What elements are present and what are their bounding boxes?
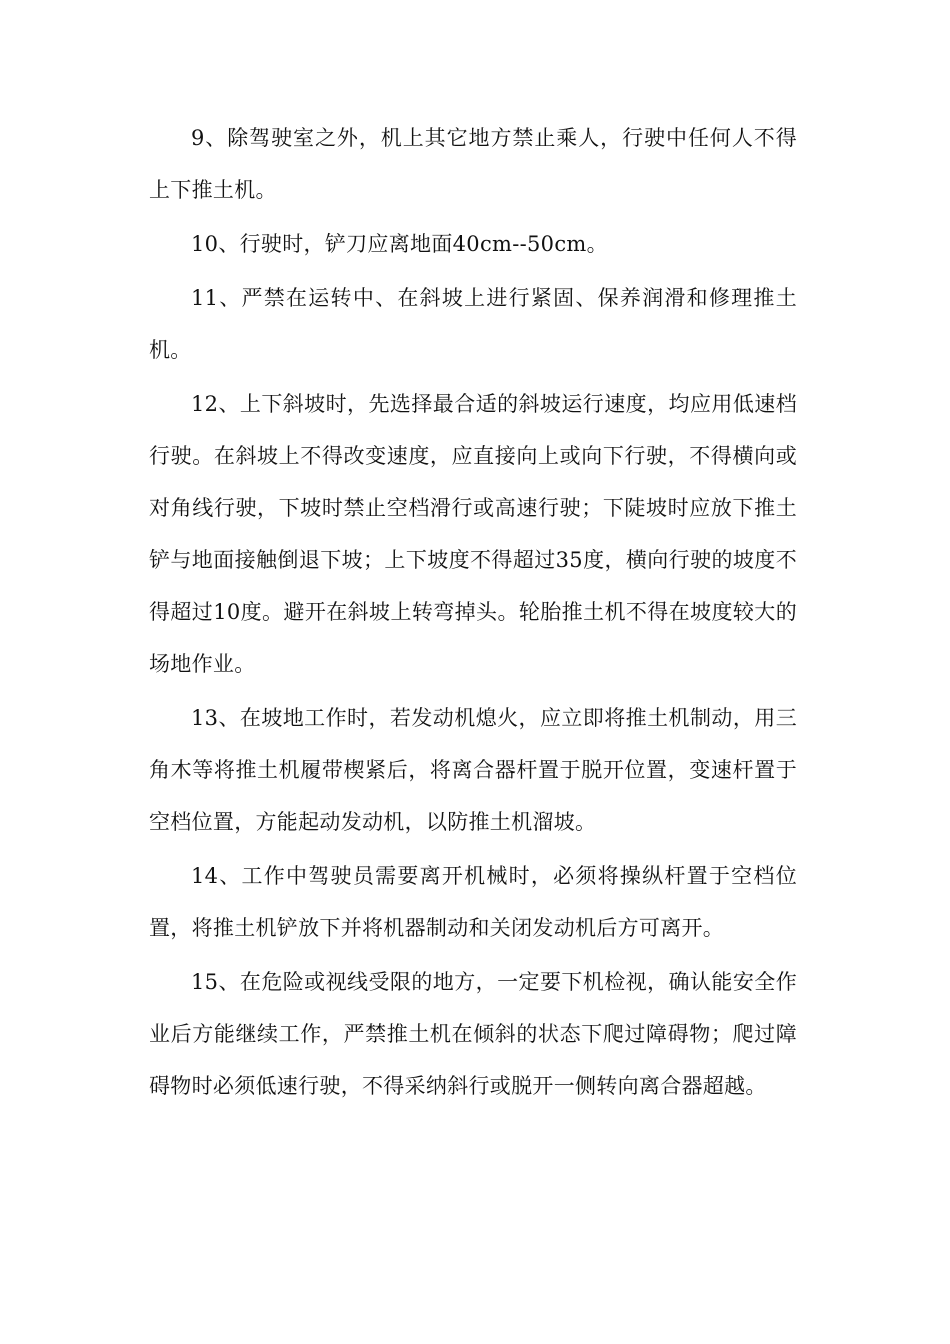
paragraph-item-13: 13、在坡地工作时，若发动机熄火，应立即将推土机制动，用三角木等将推土机履带楔紧后，将离合器杆置于脱开位置，变速杆置于空档位置，方能起动发动机，以防推土机溜坡。 bbox=[149, 706, 797, 834]
paragraph-item-12: 12、上下斜坡时，先选择最合适的斜坡运行速度，均应用低速档行驶。在斜坡上不得改变速度，应直接向上或向下行驶，不得横向或对角线行驶，下坡时禁止空档滑行或高速行驶；下陡坡时应放下推土铲与地面接触倒退下坡；上下坡度不得超过35度，横向行驶的坡度不得超过10度。避开在斜坡上转弯掉头。轮胎推土机不得在坡度较大的场地作业。 bbox=[149, 392, 797, 676]
paragraph-item-10: 10、行驶时，铲刀应离地面40cm--50cm。 bbox=[191, 232, 608, 256]
paragraph-item-14: 14、工作中驾驶员需要离开机械时，必须将操纵杆置于空档位置，将推土机铲放下并将机器制动和关闭发动机后方可离开。 bbox=[149, 864, 797, 940]
paragraph-item-9: 9、除驾驶室之外，机上其它地方禁止乘人，行驶中任何人不得上下推土机。 bbox=[149, 126, 797, 202]
paragraph-item-15: 15、在危险或视线受限的地方，一定要下机检视，确认能安全作业后方能继续工作，严禁推土机在倾斜的状态下爬过障碍物；爬过障碍物时必须低速行驶，不得采纳斜行或脱开一侧转向离合器超越。 bbox=[149, 970, 797, 1098]
document-body bbox=[149, 112, 797, 1114]
paragraph-item-11: 11、严禁在运转中、在斜坡上进行紧固、保养润滑和修理推土机。 bbox=[149, 286, 797, 362]
